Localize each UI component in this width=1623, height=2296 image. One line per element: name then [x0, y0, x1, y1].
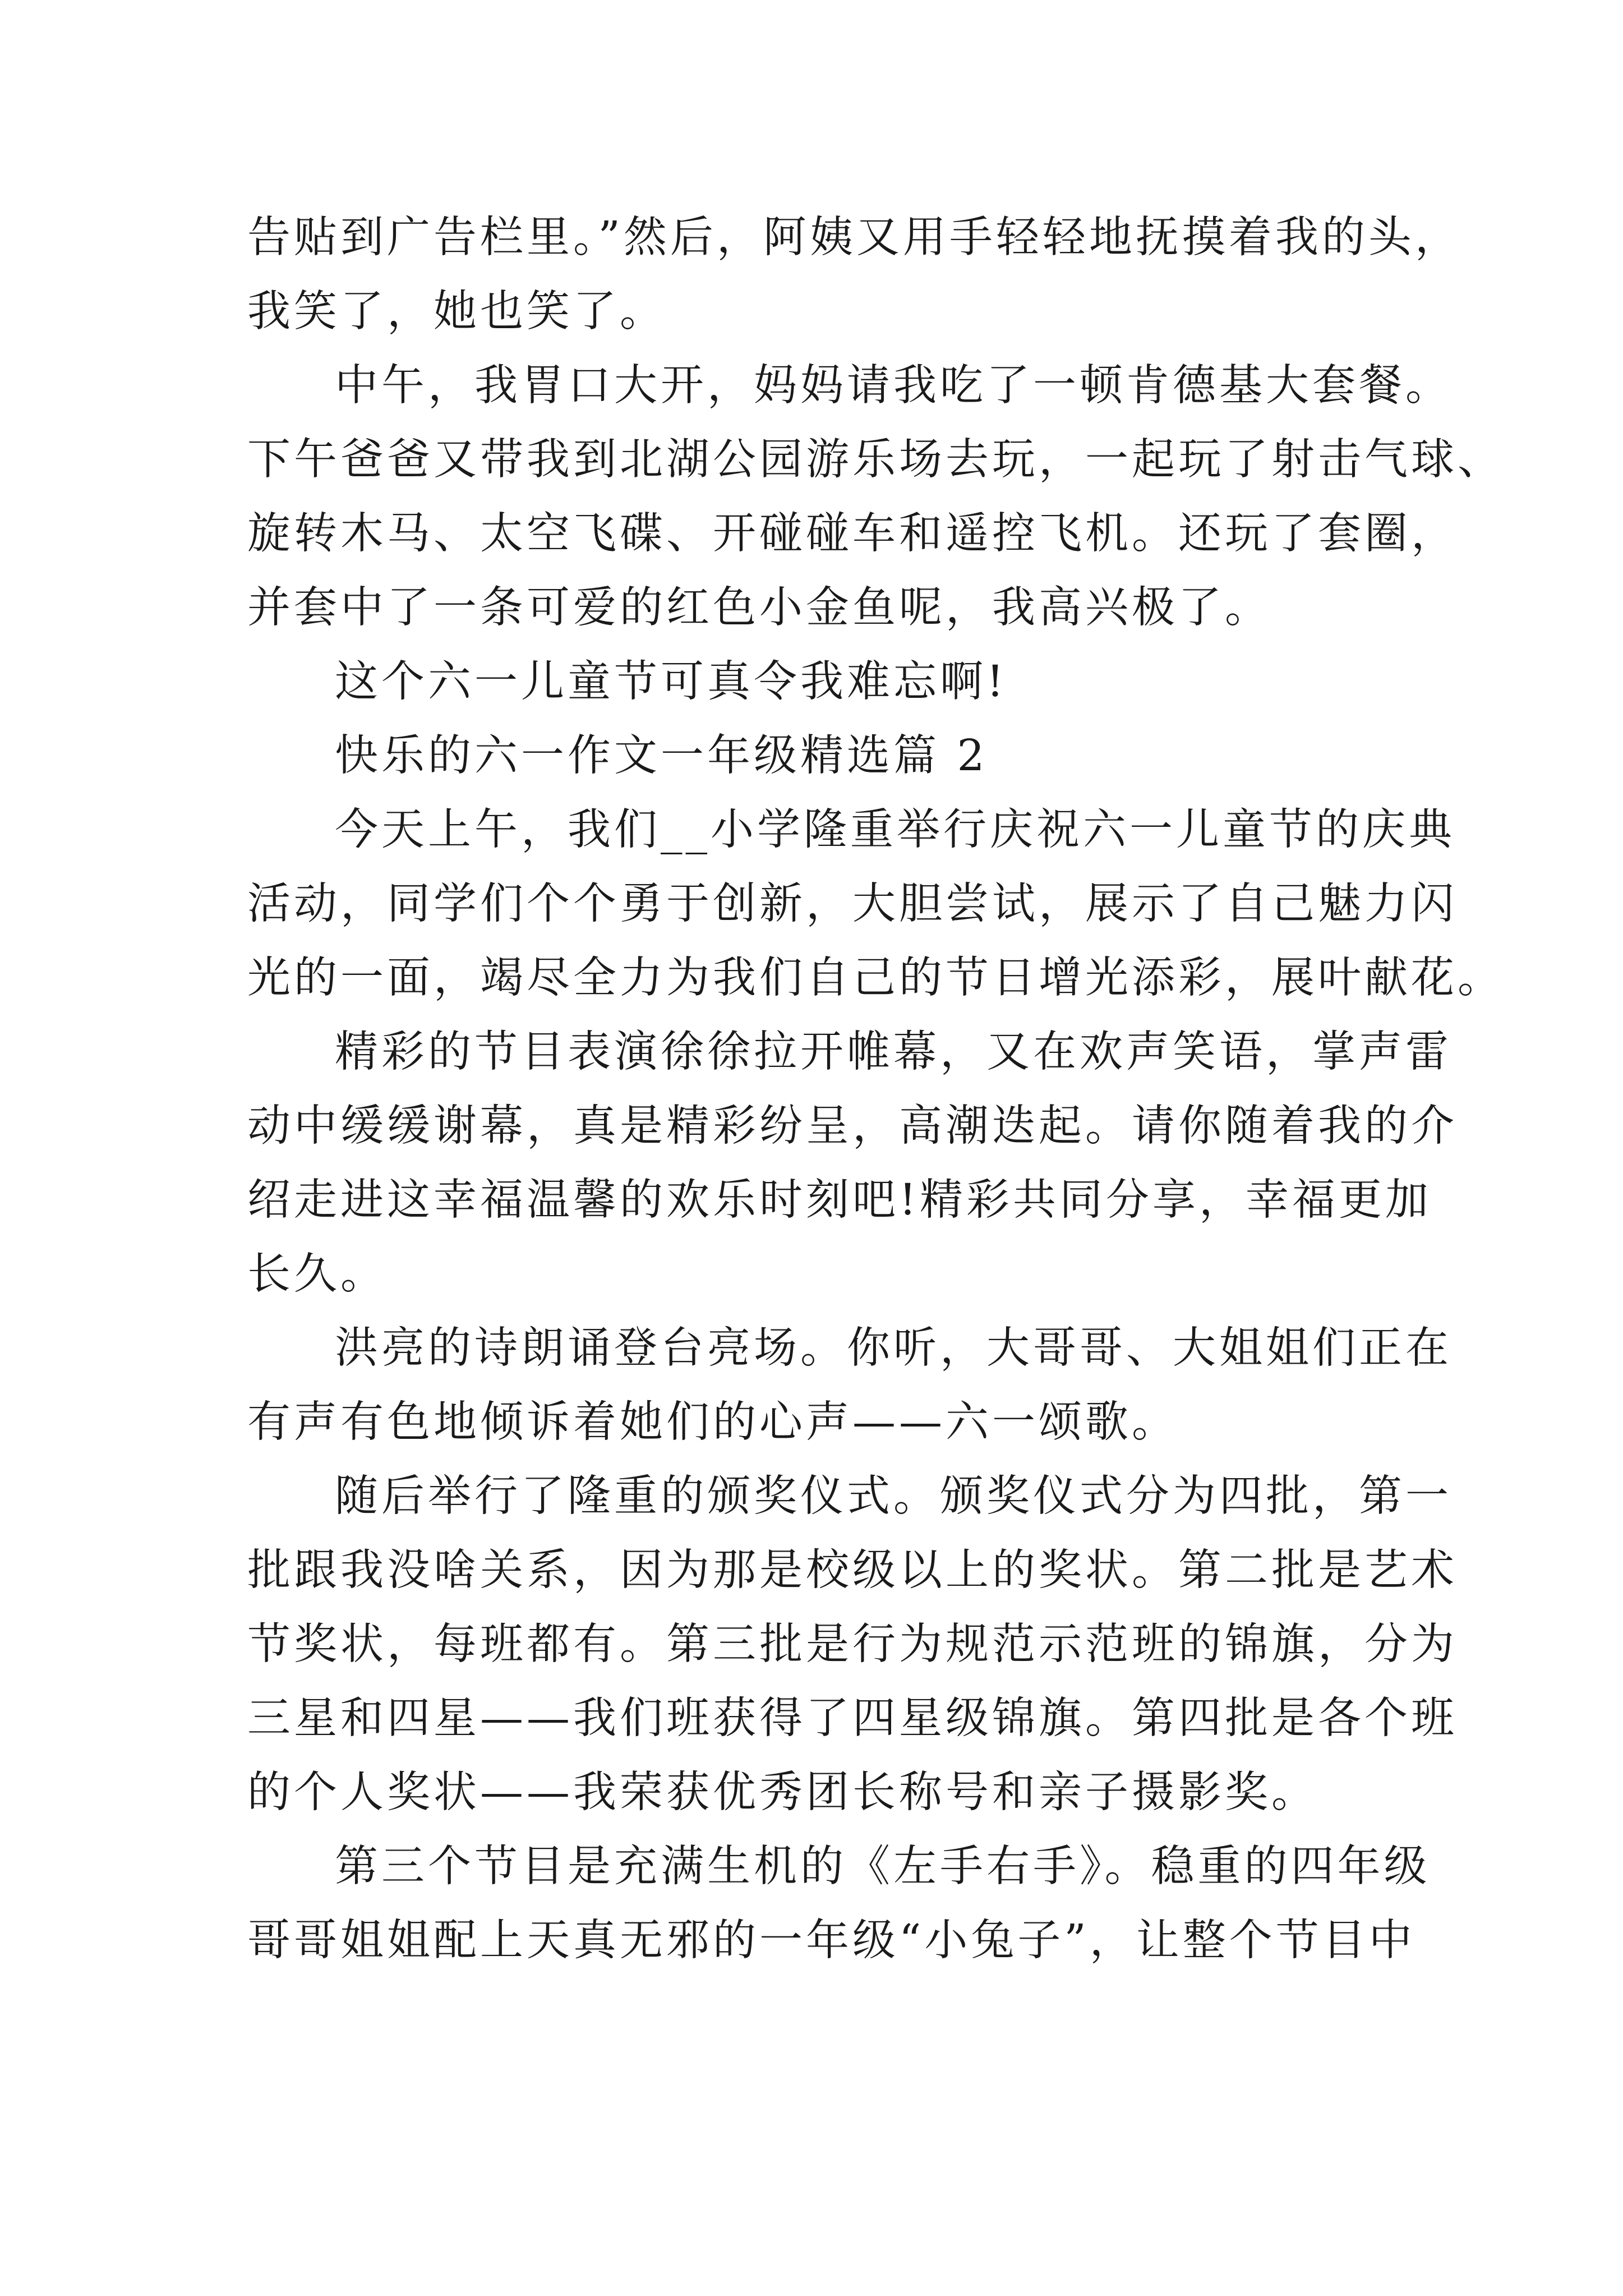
text-line: 旋转木马、太空飞碟、开碰碰车和遥控飞机。还玩了套圈， — [247, 509, 1458, 559]
text-line: 哥哥姐姐配上天真无邪的一年级“小兔子”，让整个节目中 — [247, 1916, 1415, 1966]
text-line: 批跟我没啥关系，因为那是校级以上的奖状。第二批是艺术 — [247, 1545, 1458, 1595]
text-line: 长久。 — [247, 1249, 387, 1299]
text-line: 随后举行了隆重的颁奖仪式。颁奖仪式分为四批，第一 — [335, 1471, 1452, 1521]
section-heading: 快乐的六一作文一年级精选篇 2 — [335, 731, 988, 781]
text-line: 这个六一儿童节可真令我难忘啊! — [335, 657, 1007, 707]
text-line: 节奖状，每班都有。第三批是行为规范示范班的锦旗，分为 — [247, 1619, 1458, 1669]
text-line: 我笑了，她也笑了。 — [247, 287, 666, 337]
text-line: 光的一面，竭尽全力为我们自己的节日增光添彩，展叶献花。 — [247, 953, 1504, 1003]
text-line: 动中缓缓谢幕，真是精彩纷呈，高潮迭起。请你随着我的介 — [247, 1101, 1458, 1151]
text-line: 的个人奖状——我荣获优秀团长称号和亲子摄影奖。 — [247, 1768, 1318, 1818]
text-line: 第三个节目是充满生机的《左手右手》。稳重的四年级 — [335, 1842, 1431, 1892]
text-line: 告贴到广告栏里。”然后，阿姨又用手轻轻地抚摸着我的头， — [247, 213, 1461, 263]
document-body — [247, 201, 1504, 1978]
text-line: 洪亮的诗朗诵登台亮场。你听，大哥哥、大姐姐们正在 — [335, 1323, 1452, 1373]
text-line: 有声有色地倾诉着她们的心声——六一颂歌。 — [247, 1397, 1178, 1447]
text-line: 并套中了一条可爱的红色小金鱼呢，我高兴极了。 — [247, 583, 1271, 633]
text-line: 下午爸爸又带我到北湖公园游乐场去玩，一起玩了射击气球、 — [247, 435, 1504, 485]
text-line: 精彩的节目表演徐徐拉开帷幕，又在欢声笑语，掌声雷 — [335, 1027, 1452, 1077]
text-line: 今天上午，我们__小学隆重举行庆祝六一儿童节的庆典 — [335, 805, 1455, 855]
text-line: 中午，我胃口大开，妈妈请我吃了一顿肯德基大套餐。 — [335, 361, 1452, 411]
text-line: 三星和四星——我们班获得了四星级锦旗。第四批是各个班 — [247, 1694, 1458, 1743]
text-line: 绍走进这幸福温馨的欢乐时刻吧!精彩共同分享，幸福更加 — [247, 1175, 1432, 1225]
text-line: 活动，同学们个个勇于创新，大胆尝试，展示了自己魅力闪 — [247, 879, 1458, 929]
